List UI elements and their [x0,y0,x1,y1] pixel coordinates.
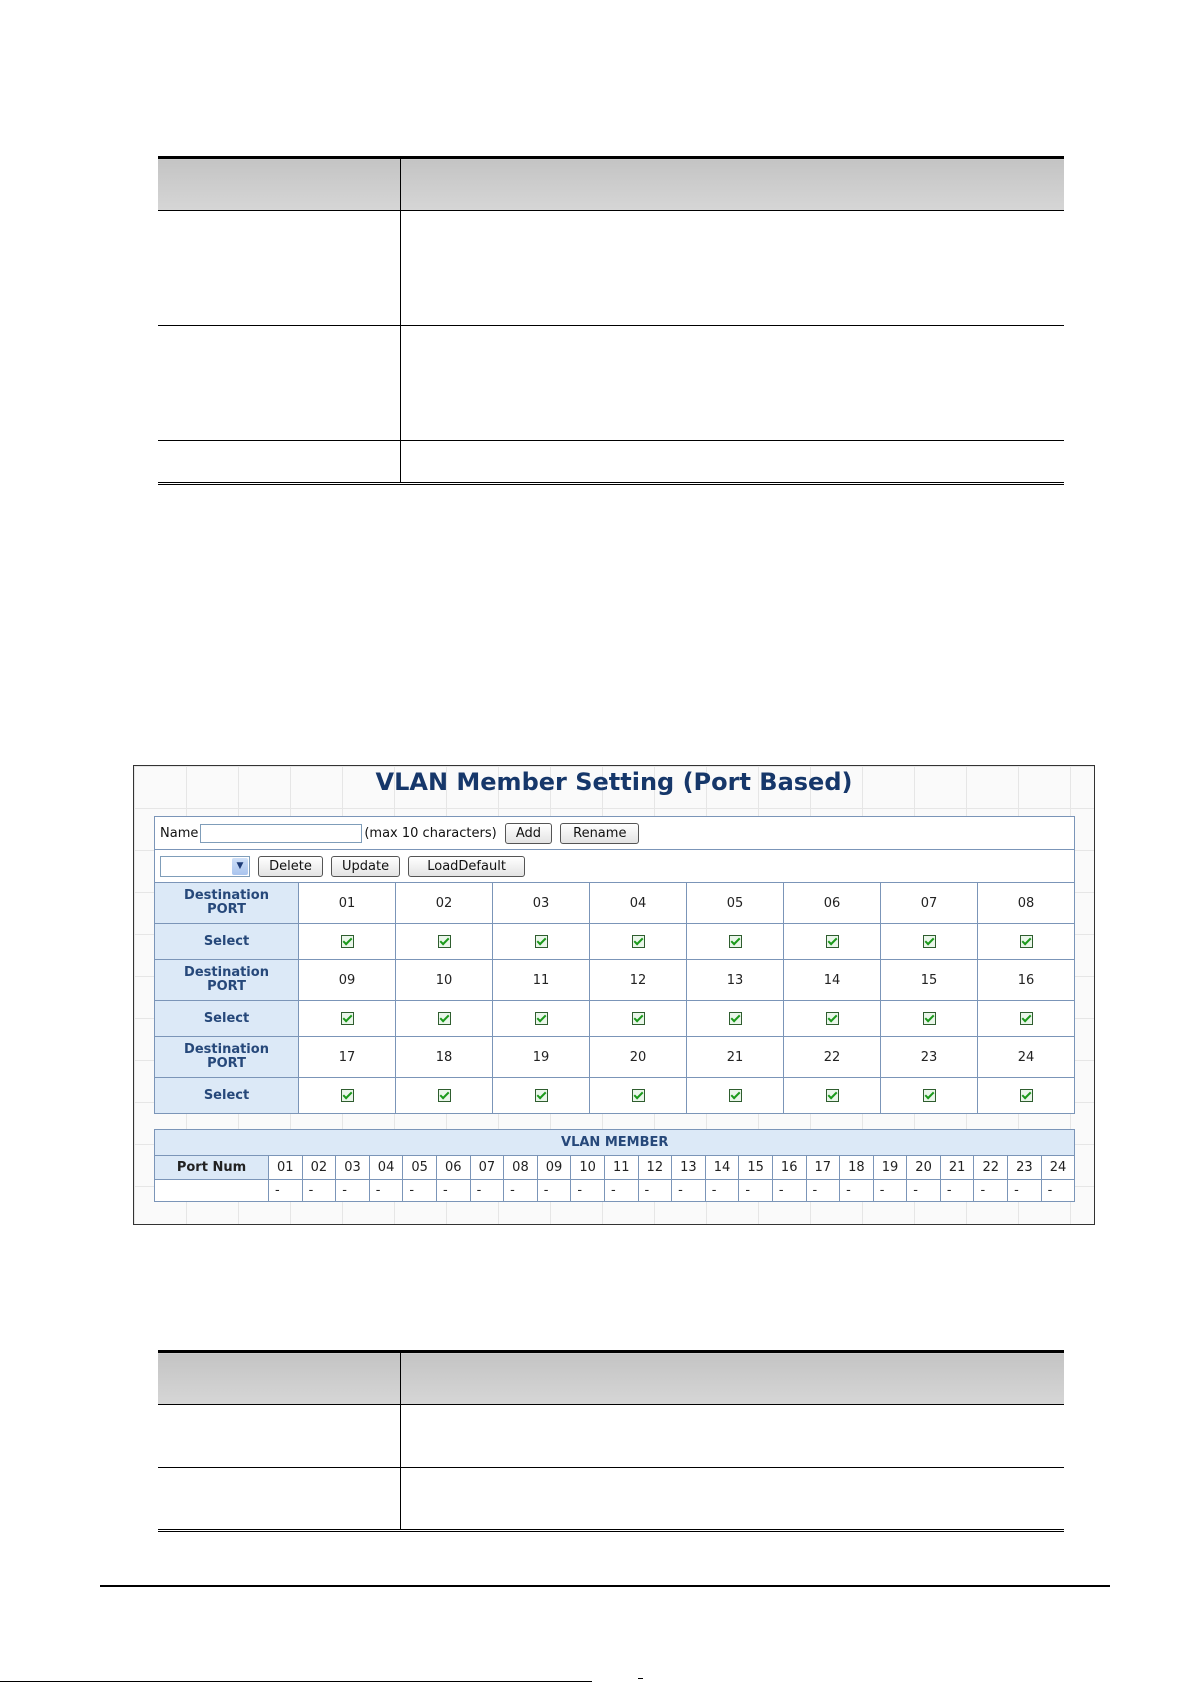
port-number-cell: 20 [590,1037,687,1078]
description-cell [400,326,1064,441]
vlan-member-port-cell: 03 [336,1156,370,1180]
port-select-cell [784,1001,881,1037]
select-row [155,1001,1075,1037]
object-cell [158,1468,400,1531]
vlan-member-value-cell: - [1041,1180,1075,1202]
port-checkbox[interactable] [438,935,451,948]
vlan-name-input[interactable] [200,824,362,843]
vlan-member-value-cell: - [302,1180,336,1202]
name-label: Name [160,825,199,841]
vlan-member-port-cell: 22 [974,1156,1008,1180]
vlan-member-title: VLAN MEMBER [155,1130,1075,1156]
vlan-member-port-cell: 15 [739,1156,773,1180]
vlan-member-port-cell: 10 [571,1156,605,1180]
vlan-port-form [154,816,1075,1114]
object-cell [158,1405,400,1468]
vlan-member-value-cell: - [806,1180,840,1202]
port-checkbox[interactable] [438,1089,451,1102]
header-cell-object [158,1352,400,1405]
port-checkbox[interactable] [341,935,354,948]
port-number-cell: 15 [881,960,978,1001]
port-number-cell: 08 [978,883,1075,924]
port-select-cell [784,1078,881,1114]
footer-rule [100,1585,1110,1587]
port-number-cell: 13 [687,960,784,1001]
value-label-cell [155,1180,269,1202]
port-checkbox[interactable] [535,1089,548,1102]
port-select-cell [590,1001,687,1037]
vlan-member-port-cell: 14 [705,1156,739,1180]
vlan-member-value-cell: - [873,1180,907,1202]
vlan-member-value-cell: - [672,1180,706,1202]
object-cell [158,326,400,441]
vlan-member-port-cell: 21 [940,1156,974,1180]
vlan-member-value-cell: - [436,1180,470,1202]
port-checkbox[interactable] [632,1089,645,1102]
port-checkbox[interactable] [826,935,839,948]
vlan-member-value-cell: - [974,1180,1008,1202]
vlan-member-port-cell: 06 [436,1156,470,1180]
port-number-cell: 18 [396,1037,493,1078]
port-select-cell [687,1078,784,1114]
select-row [155,1078,1075,1114]
port-num-label: Port Num [155,1156,269,1180]
port-number-cell: 17 [299,1037,396,1078]
port-select-cell [493,924,590,960]
vlan-member-port-cell: 20 [907,1156,941,1180]
description-cell [400,211,1064,326]
vlan-member-value-cell: - [638,1180,672,1202]
page-bottom-mark [638,1678,643,1679]
vlan-select[interactable] [160,856,250,877]
port-number-cell: 03 [493,883,590,924]
port-checkbox[interactable] [923,1012,936,1025]
vlan-member-value-cell: - [537,1180,571,1202]
destination-port-label-line2: PORT [207,902,246,917]
port-select-cell [881,924,978,960]
port-select-cell [978,924,1075,960]
vlan-member-port-cell: 24 [1041,1156,1075,1180]
vlan-member-value-cell: - [604,1180,638,1202]
rename-button[interactable]: Rename [560,823,639,844]
page-title: VLAN Member Setting (Port Based) [375,768,853,796]
vlan-member-port-cell: 16 [772,1156,806,1180]
update-button[interactable]: Update [331,856,400,877]
header-cell-object [158,158,400,211]
parameter-table-top [158,156,1064,485]
port-select-cell [493,1078,590,1114]
port-checkbox[interactable] [535,935,548,948]
port-select-cell [784,924,881,960]
destination-port-row [155,1037,1075,1078]
vlan-member-value-cell: - [336,1180,370,1202]
chevron-down-icon[interactable]: ▼ [232,858,248,875]
port-select-cell [881,1001,978,1037]
port-select-cell [687,1001,784,1037]
destination-port-label-line1: Destination [184,888,269,903]
port-number-cell: 02 [396,883,493,924]
port-select-cell [299,924,396,960]
destination-port-row [155,960,1075,1001]
port-select-cell [687,924,784,960]
port-checkbox[interactable] [341,1089,354,1102]
select-label: Select [155,1001,299,1037]
port-number-cell: 07 [881,883,978,924]
vlan-member-value-cell: - [504,1180,538,1202]
port-checkbox[interactable] [1020,1089,1033,1102]
port-checkbox[interactable] [438,1012,451,1025]
vlan-member-port-cell: 09 [537,1156,571,1180]
vlan-member-value-cell: - [369,1180,403,1202]
port-select-cell [396,924,493,960]
destination-port-label [155,1037,299,1078]
port-checkbox[interactable] [1020,1012,1033,1025]
vlan-member-port-cell: 05 [403,1156,437,1180]
destination-port-label-line1: Destination [184,965,269,980]
object-cell [158,441,400,484]
vlan-member-value-cell: - [269,1180,303,1202]
header-cell-description [400,1352,1064,1405]
header-cell-description [400,158,1064,211]
port-number-cell: 19 [493,1037,590,1078]
port-select-cell [396,1078,493,1114]
port-rows [155,883,1075,1114]
vlan-member-port-cell: 19 [873,1156,907,1180]
port-checkbox[interactable] [923,935,936,948]
vlan-member-value-cell: - [772,1180,806,1202]
port-number-cell: 22 [784,1037,881,1078]
vlan-member-value-cell: - [1008,1180,1042,1202]
port-checkbox[interactable] [535,1012,548,1025]
destination-port-label [155,960,299,1001]
vlan-member-port-cell: 17 [806,1156,840,1180]
port-checkbox[interactable] [632,1012,645,1025]
description-cell [400,1405,1064,1468]
load-default-button[interactable]: LoadDefault [408,856,525,877]
destination-port-label [155,883,299,924]
parameter-table-bottom [158,1350,1064,1532]
vlan-member-value-cell: - [571,1180,605,1202]
port-checkbox[interactable] [729,1012,742,1025]
port-number-cell: 21 [687,1037,784,1078]
delete-button[interactable]: Delete [258,856,323,877]
object-cell [158,211,400,326]
vlan-member-port-cell: 02 [302,1156,336,1180]
vlan-member-value-cell: - [403,1180,437,1202]
port-select-cell [978,1078,1075,1114]
name-hint: (max 10 characters) [364,825,497,841]
destination-port-label-line2: PORT [207,1056,246,1071]
port-number-cell: 10 [396,960,493,1001]
vlan-member-port-cell: 08 [504,1156,538,1180]
page-bottom-rule [0,1681,592,1682]
vlan-member-setting-screenshot [133,765,1095,1225]
vlan-member-value-cell: - [470,1180,504,1202]
port-checkbox[interactable] [729,935,742,948]
port-select-cell [299,1001,396,1037]
vlan-member-port-cell: 12 [638,1156,672,1180]
vlan-member-value-row [155,1180,1075,1202]
port-number-cell: 05 [687,883,784,924]
port-select-cell [299,1078,396,1114]
vlan-member-value-cell: - [907,1180,941,1202]
destination-port-row [155,883,1075,924]
vlan-member-port-cell: 23 [1008,1156,1042,1180]
port-number-cell: 16 [978,960,1075,1001]
vlan-member-port-cell: 04 [369,1156,403,1180]
name-row [155,817,1075,850]
vlan-member-table [154,1129,1075,1202]
vlan-member-value-cell: - [940,1180,974,1202]
port-checkbox[interactable] [826,1012,839,1025]
port-number-cell: 11 [493,960,590,1001]
vlan-member-port-row [155,1156,1075,1180]
add-button[interactable]: Add [505,823,552,844]
port-number-cell: 01 [299,883,396,924]
port-select-cell [493,1001,590,1037]
vlan-member-value-cell: - [739,1180,773,1202]
action-row [155,850,1075,883]
port-checkbox[interactable] [632,935,645,948]
vlan-member-port-cell: 11 [604,1156,638,1180]
port-checkbox[interactable] [729,1089,742,1102]
port-number-cell: 14 [784,960,881,1001]
port-number-cell: 23 [881,1037,978,1078]
vlan-member-port-cell: 13 [672,1156,706,1180]
vlan-member-port-cell: 07 [470,1156,504,1180]
vlan-member-value-cell: - [705,1180,739,1202]
port-number-cell: 09 [299,960,396,1001]
port-select-cell [590,924,687,960]
vlan-member-value-cell: - [840,1180,874,1202]
port-checkbox[interactable] [341,1012,354,1025]
port-select-cell [396,1001,493,1037]
port-number-cell: 12 [590,960,687,1001]
select-label: Select [155,924,299,960]
select-row [155,924,1075,960]
port-select-cell [881,1078,978,1114]
port-checkbox[interactable] [923,1089,936,1102]
vlan-member-port-cell: 18 [840,1156,874,1180]
port-number-cell: 24 [978,1037,1075,1078]
port-number-cell: 06 [784,883,881,924]
port-select-cell [978,1001,1075,1037]
destination-port-label-line2: PORT [207,979,246,994]
vlan-member-port-cell: 01 [269,1156,303,1180]
port-number-cell: 04 [590,883,687,924]
destination-port-label-line1: Destination [184,1042,269,1057]
port-select-cell [590,1078,687,1114]
select-label: Select [155,1078,299,1114]
port-checkbox[interactable] [826,1089,839,1102]
description-cell [400,441,1064,484]
description-cell [400,1468,1064,1531]
port-checkbox[interactable] [1020,935,1033,948]
